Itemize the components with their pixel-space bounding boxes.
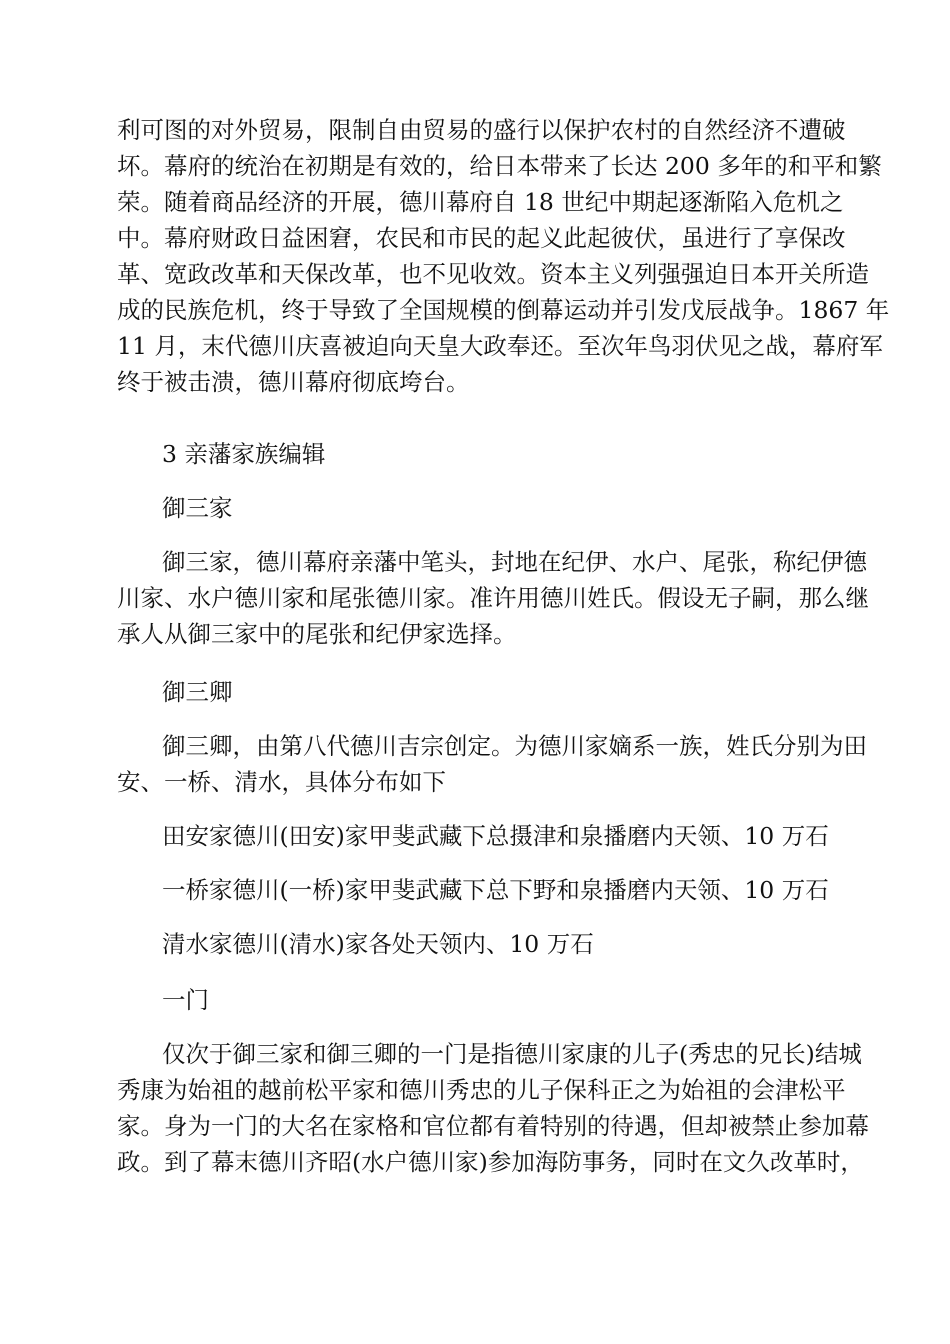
body-text-line: 终于被击溃，德川幕府彻底垮台。: [117, 368, 470, 396]
body-text-line: 承人从御三家中的尾张和纪伊家选择。: [117, 620, 517, 648]
list-item: 清水家德川(清水)家各处天领内、10 万石: [162, 930, 594, 958]
body-text-line: 革、宽政改革和天保改革，也不见收效。资本主义列强强迫日本开关所造: [117, 260, 869, 288]
body-text-line: 坏。幕府的统治在初期是有效的，给日本带来了长达 200 多年的和平和繁: [117, 152, 882, 180]
section-heading: 3 亲藩家族编辑: [162, 440, 326, 468]
list-item: 一桥家德川(一桥)家甲斐武藏下总下野和泉播磨内天领、10 万石: [162, 876, 829, 904]
subsection-heading: 一门: [162, 986, 209, 1014]
body-text-line: 御三家，德川幕府亲藩中笔头，封地在纪伊、水户、尾张，称纪伊德: [162, 548, 867, 576]
body-text-line: 荣。随着商品经济的开展，德川幕府自 18 世纪中期起逐渐陷入危机之: [117, 188, 844, 216]
body-text-line: 安、一桥、清水，具体分布如下: [117, 768, 446, 796]
body-text-line: 仅次于御三家和御三卿的一门是指德川家康的儿子(秀忠的兄长)结城: [162, 1040, 862, 1068]
body-text-line: 成的民族危机，终于导致了全国规模的倒幕运动并引发戊辰战争。1867 年: [117, 296, 890, 324]
body-text-line: 家。身为一门的大名在家格和官位都有着特别的待遇，但却被禁止参加幕: [117, 1112, 869, 1140]
body-text-line: 利可图的对外贸易，限制自由贸易的盛行以保护农村的自然经济不遭破: [117, 116, 846, 144]
body-text-line: 秀康为始祖的越前松平家和德川秀忠的儿子保科正之为始祖的会津松平: [117, 1076, 846, 1104]
list-item: 田安家德川(田安)家甲斐武藏下总摄津和泉播磨内天领、10 万石: [162, 822, 829, 850]
body-text-line: 中。幕府财政日益困窘，农民和市民的起义此起彼伏，虽进行了享保改: [117, 224, 846, 252]
subsection-heading: 御三卿: [162, 678, 233, 706]
body-text-line: 11 月，末代德川庆喜被迫向天皇大政奉还。至次年鸟羽伏见之战，幕府军: [117, 332, 883, 360]
body-text-line: 政。到了幕末德川齐昭(水户德川家)参加海防事务，同时在文久改革时，: [117, 1148, 864, 1176]
body-text-line: 川家、水户德川家和尾张德川家。准许用德川姓氏。假设无子嗣，那么继: [117, 584, 869, 612]
body-text-line: 御三卿，由第八代德川吉宗创定。为德川家嫡系一族，姓氏分别为田: [162, 732, 867, 760]
subsection-heading: 御三家: [162, 494, 233, 522]
